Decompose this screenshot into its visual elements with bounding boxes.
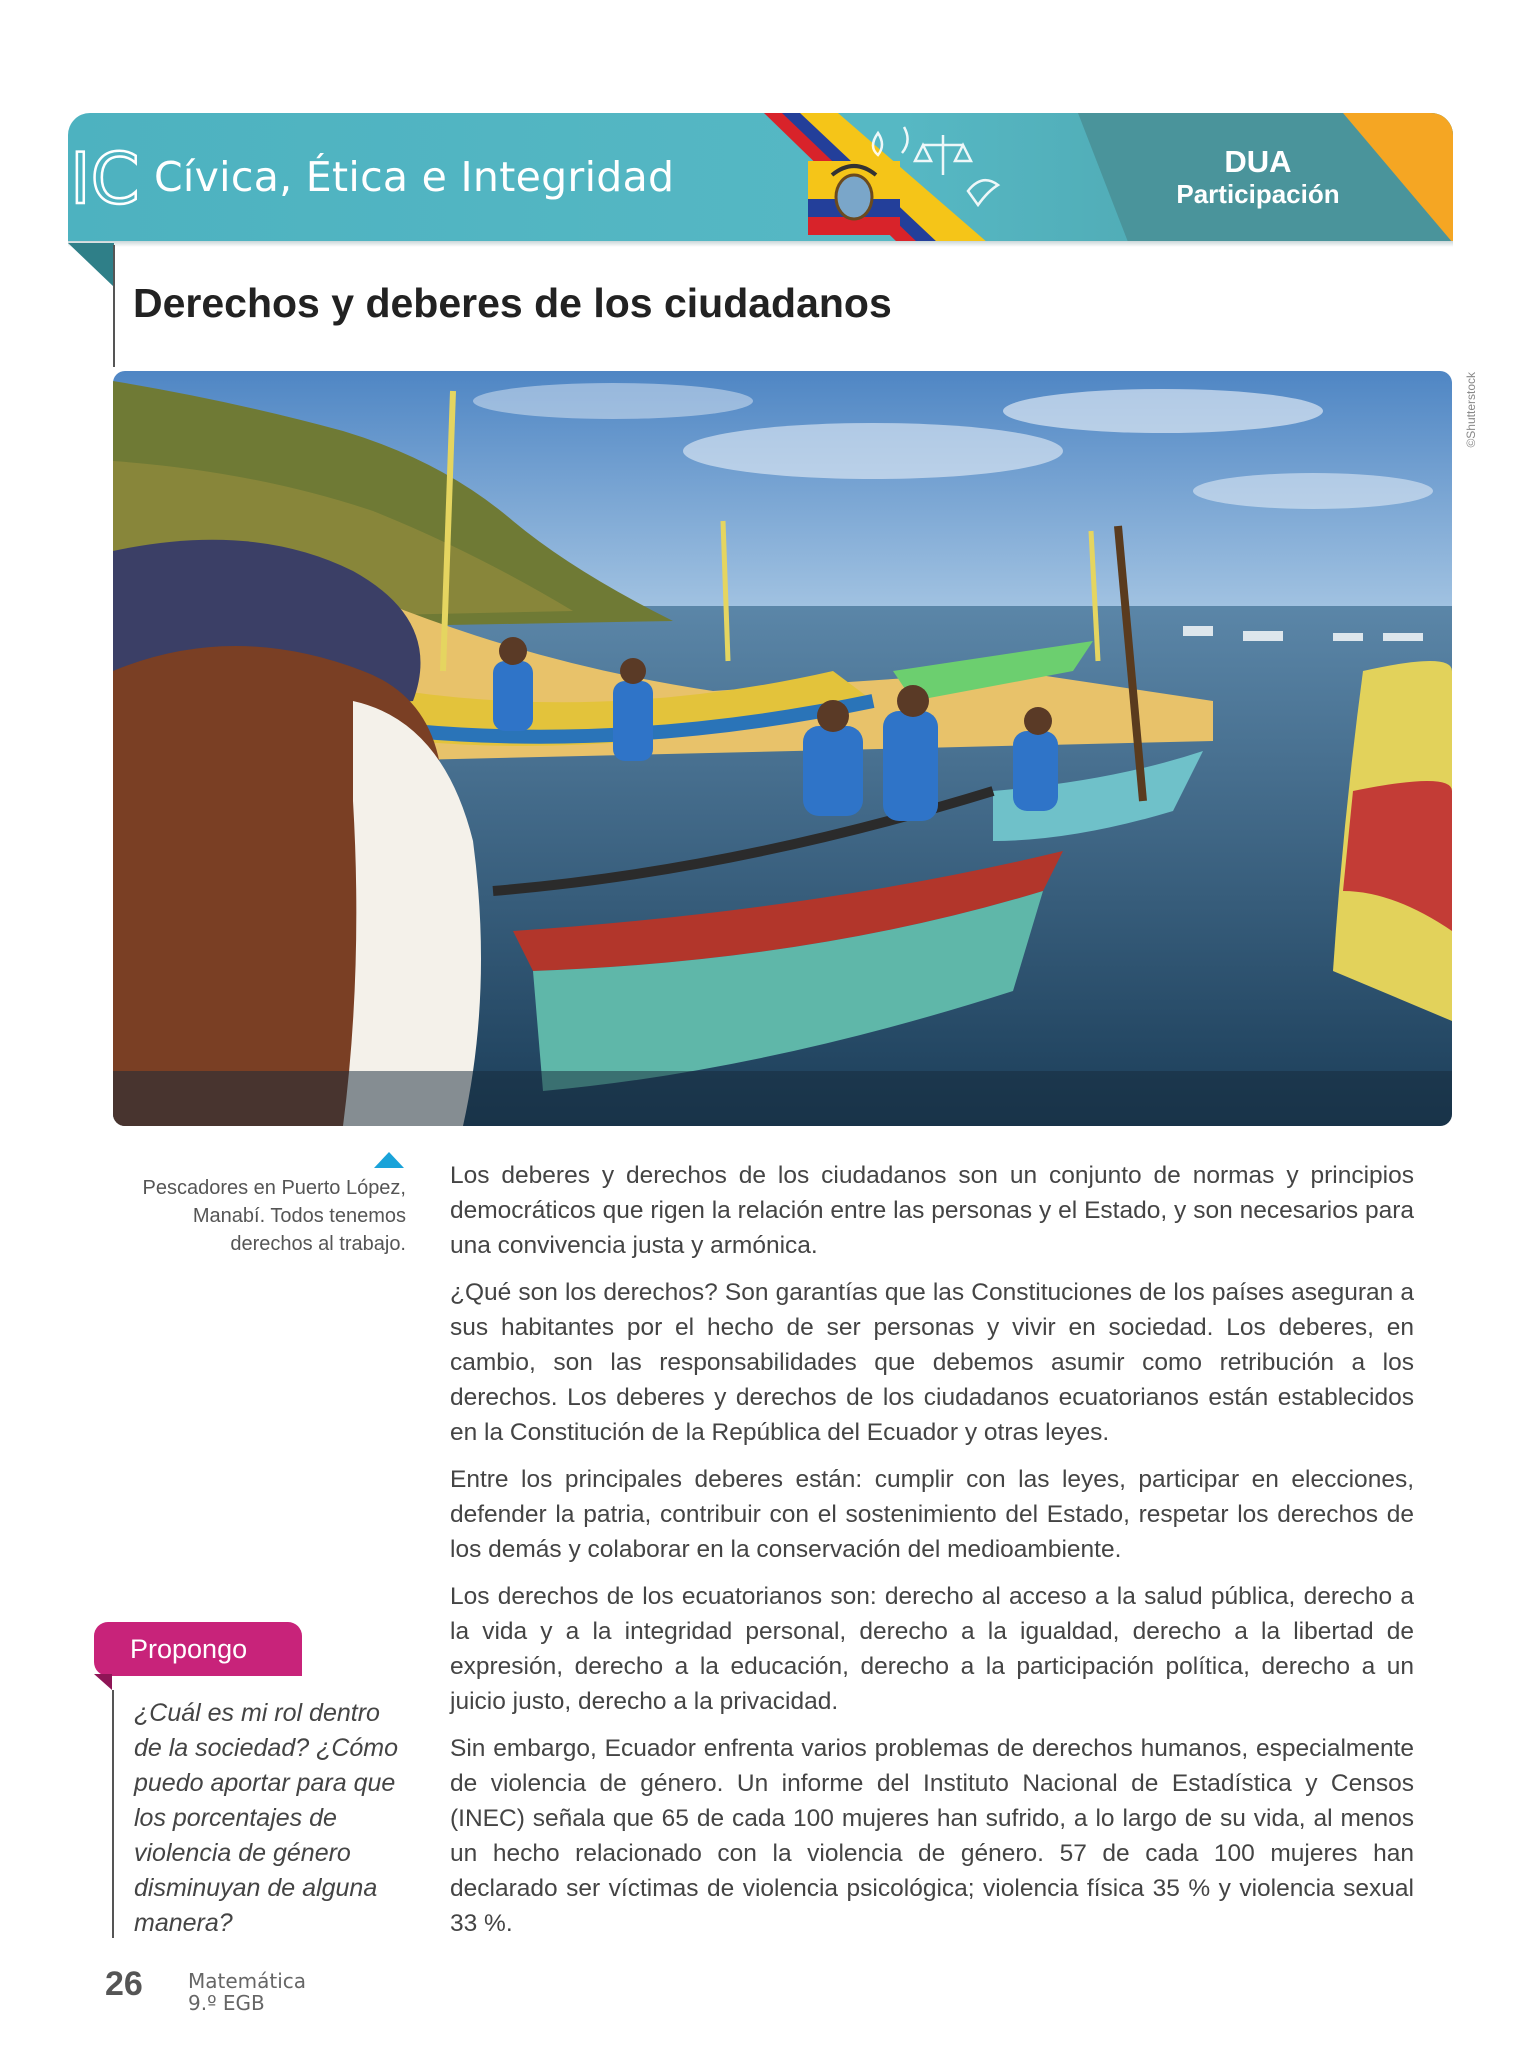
photo-credit-text: ©Shutterstock bbox=[1464, 372, 1478, 448]
propongo-rule bbox=[112, 1690, 114, 1938]
ic-logo-icon bbox=[70, 141, 148, 213]
propongo-label: Propongo bbox=[130, 1634, 248, 1664]
fishermen-boats-beach-photo-icon bbox=[113, 371, 1452, 1126]
section-title: Cívica, Ética e Integridad bbox=[154, 153, 675, 201]
paragraph: Sin embargo, Ecuador enfrenta varios problemas de derechos humanos, especialmente de violencia de género. Un informe del Instituto Nacional de Estadística y Censos (INEC) señala que 65 de cada 100 mujeres han sufrido, a lo largo de su vida, al menos un hecho relacionado con la violencia de género. 57 de cada 100 mujeres han declarado ser víctimas de violencia psicológica; violencia física 35 % y violencia sexual 33 %. bbox=[450, 1735, 1414, 1937]
footer-subject: Matemática bbox=[188, 1969, 307, 1993]
photo-caption: Pescadores en Puerto López, Manabí. Todos tenemos derechos al trabajo. bbox=[142, 1177, 406, 1255]
banner-corner-fold bbox=[68, 243, 114, 287]
paragraph: ¿Qué son los derechos? Son garantías que las Constituciones de los países aseguran a sus habitantes por el hecho de ser personas y vivir en sociedad. Los deberes, en cambio, son las responsabilidades que debemos asumir como retribución a los derechos. Los deberes y derechos de los ciudadanos ecuatorianos están establecidos en la Constitución de la República del Ecuador y otras leyes. bbox=[450, 1279, 1414, 1446]
fishermen-photo bbox=[113, 371, 1452, 1126]
page-title: Derechos y deberes de los ciudadanos bbox=[133, 280, 892, 326]
propongo-question: ¿Cuál es mi rol dentro de la sociedad? ¿Cómo puedo aportar para que los porcentajes de violencia de género disminuyan de alguna manera? bbox=[134, 1699, 399, 1937]
page-number: 26 bbox=[105, 1965, 143, 2003]
caption-arrow-icon bbox=[374, 1152, 404, 1168]
body-text bbox=[450, 1158, 1414, 1953]
paragraph: Los derechos de los ecuatorianos son: derecho al acceso a la salud pública, derecho a la vida y a la integridad personal, derecho a la igualdad, derecho a la libertad de expresión, derecho a la educación, derecho a la participación política, derecho a un juicio justo, derecho a la privacidad. bbox=[450, 1583, 1414, 1715]
heading-rule bbox=[113, 245, 115, 367]
dua-label bbox=[1148, 145, 1368, 209]
banner-shadow bbox=[68, 241, 1453, 247]
photo-credit bbox=[1452, 372, 1476, 472]
ic-logo-letters: IC bbox=[70, 141, 140, 213]
footer-grade: 9.º EGB bbox=[188, 1991, 265, 2015]
paragraph: Los deberes y derechos de los ciudadanos son un conjunto de normas y principios democráticos que rigen la relación entre las personas y el Estado, y son necesarios para una convivencia justa y armónica. bbox=[450, 1162, 1414, 1259]
dua-title: DUA bbox=[1224, 144, 1292, 179]
dua-subtitle: Participación bbox=[1176, 179, 1340, 209]
section-banner bbox=[68, 113, 1453, 243]
propongo-fold bbox=[94, 1674, 112, 1690]
paragraph: Entre los principales deberes están: cumplir con las leyes, participar en elecciones, defender la patria, contribuir con el sostenimiento del Estado, respetar los derechos de los demás y colaborar en la conservación del medioambiente. bbox=[450, 1466, 1414, 1563]
ecuador-flag-ribbon-icon bbox=[728, 113, 1148, 243]
